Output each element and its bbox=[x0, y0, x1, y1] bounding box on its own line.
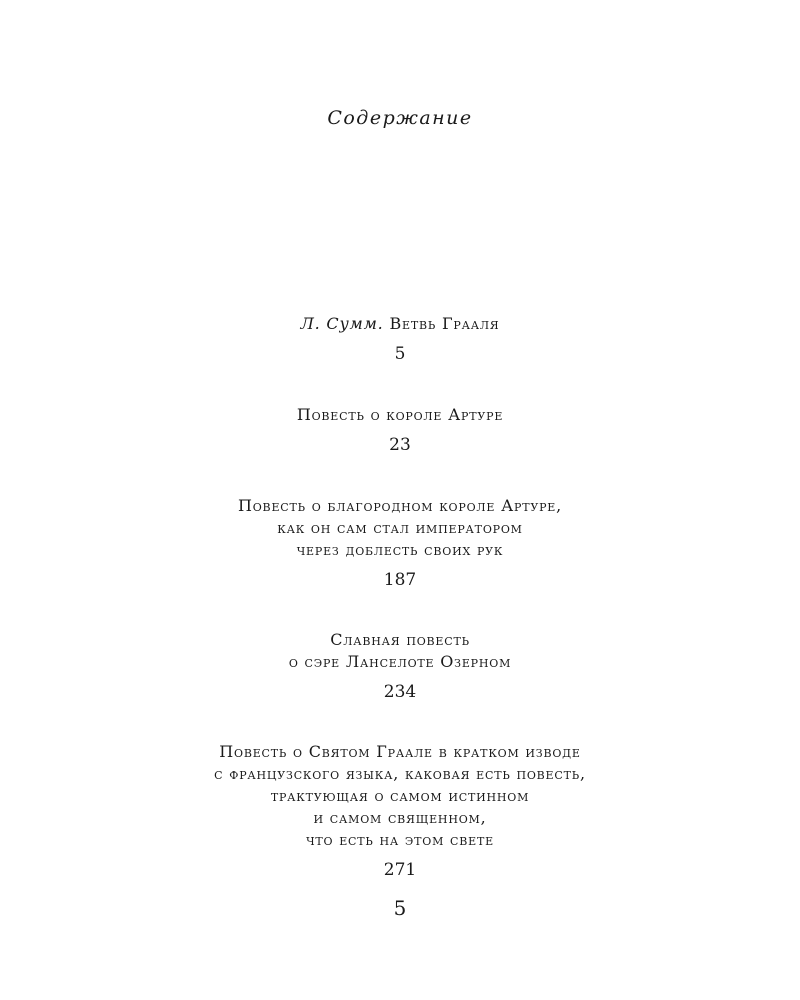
page-number: 5 bbox=[393, 896, 407, 920]
toc-entry-title-line: и самом священном, bbox=[313, 808, 487, 827]
toc-entry-title bbox=[0, 495, 800, 561]
toc-entry-title-line: через доблесть своих рук bbox=[296, 540, 504, 559]
toc-entry-title-line: Славная повесть bbox=[330, 630, 470, 649]
toc-entry-page: 271 bbox=[383, 860, 417, 880]
toc-entry-title-line: Повесть о благородном короле Артуре, bbox=[237, 496, 563, 515]
toc-entry-title-line: Повесть о короле Артуре bbox=[296, 405, 504, 424]
toc-entry-title-line: о сэре Ланселоте Озерном bbox=[288, 652, 512, 671]
toc-entry-title-line: что есть на этом свете bbox=[306, 830, 494, 849]
toc-entry-page: 234 bbox=[383, 682, 417, 702]
toc-entry bbox=[0, 629, 800, 703]
toc-entry-title bbox=[0, 404, 800, 426]
toc-entry-page: 23 bbox=[389, 435, 411, 455]
page-title: Содержание bbox=[327, 107, 473, 129]
toc-entry-title-line: Повесть о Святом Граале в кратком изводе bbox=[219, 742, 581, 761]
toc-entry-title-line: Ветвь Грааля bbox=[389, 314, 500, 333]
toc-entry-title bbox=[0, 741, 800, 851]
toc-entry-title-line: с французского языка, каковая есть повесть, bbox=[214, 764, 586, 783]
toc-entry-title-line: как он сам стал императором bbox=[277, 518, 523, 537]
toc-entry bbox=[0, 741, 800, 881]
toc-entry bbox=[0, 495, 800, 591]
toc-entry-title bbox=[0, 629, 800, 673]
toc-entry-title-line: трактующая о самом истинном bbox=[270, 786, 530, 805]
toc-entry-page: 187 bbox=[383, 570, 417, 590]
toc-entry bbox=[0, 404, 800, 456]
toc-entry-title bbox=[0, 313, 800, 335]
toc-entry-author: Л. Сумм. bbox=[300, 314, 384, 333]
toc-entry bbox=[0, 313, 800, 365]
toc-entry-page: 5 bbox=[394, 344, 406, 364]
